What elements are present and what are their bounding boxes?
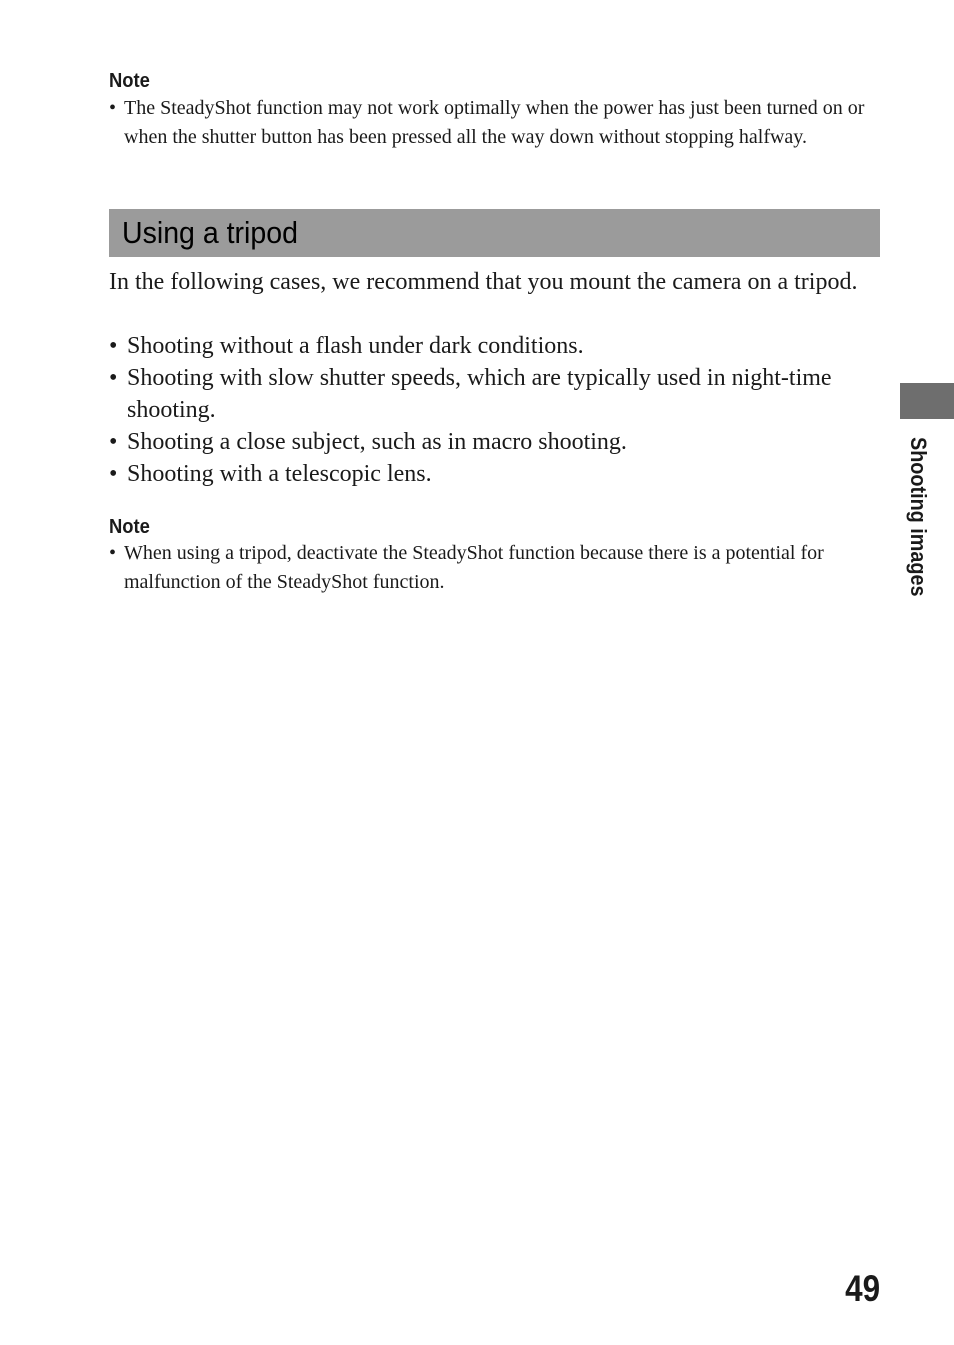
note-heading-2: Note xyxy=(109,516,150,538)
section-header-bar xyxy=(109,209,880,257)
intro-paragraph: In the following cases, we recommend that you mount the camera on a tripod. xyxy=(109,269,858,295)
list-item-text: Shooting with a telescopic lens. xyxy=(127,461,432,487)
list-item xyxy=(109,362,879,426)
bullet-icon: • xyxy=(109,429,118,455)
recommendation-list xyxy=(109,330,879,490)
note-text: When using a tripod, deactivate the SteadyShot function because there is a potential for malfunction of the SteadyShot function. xyxy=(124,542,824,593)
bullet-icon: • xyxy=(109,333,118,359)
note-item xyxy=(109,539,879,597)
list-item xyxy=(109,330,879,362)
bullet-icon: • xyxy=(109,461,118,487)
list-item xyxy=(109,426,879,458)
bullet-icon: • xyxy=(109,97,117,119)
list-item-text: Shooting a close subject, such as in macro shooting. xyxy=(127,429,627,455)
note-text: The SteadyShot function may not work optimally when the power has just been turned on or when the shutter button has been pressed all the way down without stopping halfway. xyxy=(124,97,865,148)
list-item-text: Shooting without a flash under dark conditions. xyxy=(127,333,584,359)
chapter-tab xyxy=(900,383,954,419)
chapter-label-text: Shooting images xyxy=(906,437,931,597)
note-list-1 xyxy=(109,94,879,152)
note-heading-1: Note xyxy=(109,70,150,92)
bullet-icon: • xyxy=(109,365,118,391)
section-title: Using a tripod xyxy=(122,215,298,250)
list-item-text: Shooting with slow shutter speeds, which are typically used in night-time shooting. xyxy=(127,365,832,423)
bullet-icon: • xyxy=(109,542,117,564)
note-list-2 xyxy=(109,539,879,597)
page-number: 49 xyxy=(845,1268,880,1309)
note-item xyxy=(109,94,879,152)
list-item xyxy=(109,458,879,490)
